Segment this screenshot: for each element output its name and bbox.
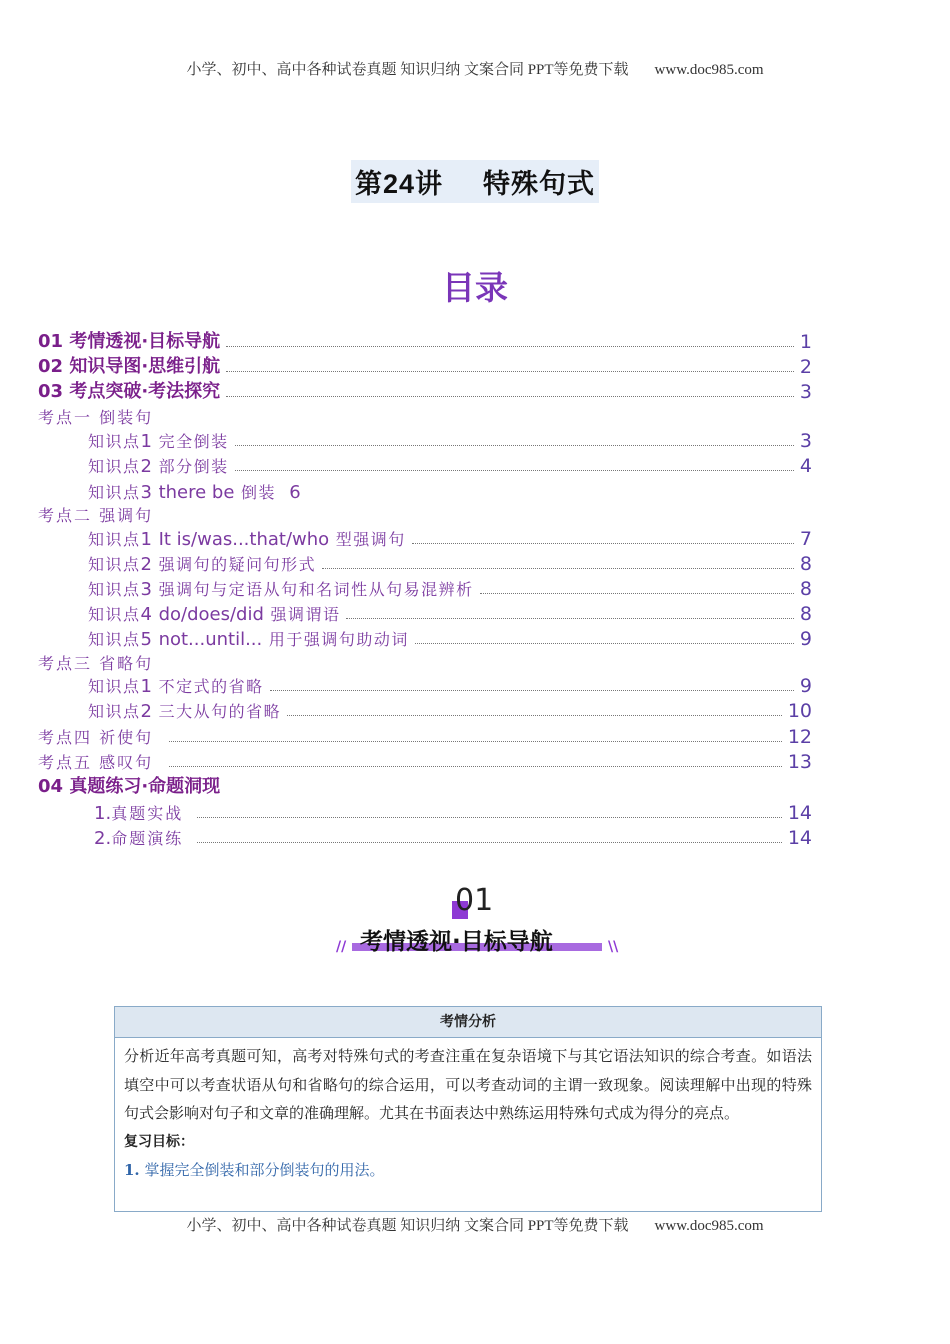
toc-page: 12 [787,726,812,748]
page-header [0,58,950,79]
toc-page: 4 [799,455,812,477]
toc-page: 2 [799,356,812,378]
toc-page: 14 [787,827,812,849]
slash-left-icon: // [336,939,347,955]
card-paragraph: 分析近年高考真题可知，高考对特殊句式的考查注重在复杂语境下与其它语法知识的综合考查。如语法填空中可以考查状语从句和省略句的综合运用，可以考查动词的主谓一致现象。阅读理解中出现的特殊句式会影响对句子和文章的准确理解。尤其在书面表达中熟练运用特殊句式成为得分的亮点。 [124,1047,812,1122]
header-url[interactable]: www.doc985.com [654,62,764,78]
card-heading: 考情分析 [115,1007,821,1038]
toc-item-zsd-1-2[interactable]: 知识点2 部分倒装 4 [88,455,812,477]
toc-item-kaodian-1[interactable]: 考点一 倒装句 [38,408,154,427]
goals-label: 复习目标： [124,1133,194,1150]
exam-analysis-card [114,1006,822,1212]
toc-item-zsd-3-1[interactable]: 知识点1 不定式的省略 9 [88,675,812,697]
toc-item-zsd-2-4[interactable]: 知识点4 do/does/did 强调谓语 8 [88,603,812,625]
toc-item-04[interactable]: 04 真题练习·命题洞现 [38,776,221,797]
toc-item-zsd-2-2[interactable]: 知识点2 强调句的疑问句形式 8 [88,553,812,575]
toc-item-kaodian-2[interactable]: 考点二 强调句 [38,506,154,525]
toc-item-zsd-1-3[interactable]: 知识点3 there be 倒装 6 [88,482,301,503]
footer-text: 小学、初中、高中各种试卷真题 知识归纳 文案合同 PPT等免费下载 [186,1218,629,1234]
toc-item-zsd-2-1[interactable]: 知识点1 It is/was...that/who 型强调句 7 [88,528,812,550]
banner-title: 考情透视·目标导航 [360,929,553,955]
goal-item-1: 1. 掌握完全倒装和部分倒装句的用法。 [124,1161,385,1179]
toc-item-04-2[interactable]: 2.命题演练 14 [94,827,812,849]
toc-page: 8 [799,553,812,575]
toc-page: 3 [799,430,812,452]
toc-page: 1 [799,331,812,353]
toc-page: 3 [799,381,812,403]
toc-item-kaodian-5[interactable]: 考点五 感叹句 13 [38,751,812,773]
toc-item-kaodian-4[interactable]: 考点四 祈使句 12 [38,726,812,748]
toc-page: 13 [787,751,812,773]
toc-item-kaodian-3[interactable]: 考点三 省略句 [38,654,154,673]
footer-url[interactable]: www.doc985.com [654,1218,764,1234]
toc-item-04-1[interactable]: 1.真题实战 14 [94,802,812,824]
toc-page: 9 [799,628,812,650]
banner-number: 01 [455,883,494,918]
toc-item-03[interactable]: 03 考点突破·考法探究 3 [38,381,812,403]
lesson-topic: 特殊句式 [483,169,596,199]
toc-item-zsd-2-3[interactable]: 知识点3 强调句与定语从句和名词性从句易混辨析 8 [88,578,812,600]
lesson-number: 第24讲 [354,169,444,199]
toc-page: 8 [799,578,812,600]
toc-page: 10 [787,700,812,722]
toc-item-zsd-3-2[interactable]: 知识点2 三大从句的省略 10 [88,700,812,722]
lesson-title [0,160,950,203]
slash-right-icon: \\ [608,939,619,955]
toc-page: 8 [799,603,812,625]
toc-page: 14 [787,802,812,824]
section-banner [0,883,950,963]
toc-item-02[interactable]: 02 知识导图·思维引航 2 [38,356,812,378]
toc-page: 6 [289,482,301,503]
toc-title: 目录 [442,268,508,307]
page-footer [0,1214,950,1235]
toc-page: 9 [799,675,812,697]
toc-item-zsd-2-5[interactable]: 知识点5 not...until... 用于强调句助动词 9 [88,628,812,650]
header-text: 小学、初中、高中各种试卷真题 知识归纳 文案合同 PPT等免费下载 [186,62,629,78]
toc-item-01[interactable]: 01 考情透视·目标导航 1 [38,331,812,353]
toc-page: 7 [799,528,812,550]
toc-item-zsd-1-1[interactable]: 知识点1 完全倒装 3 [88,430,812,452]
